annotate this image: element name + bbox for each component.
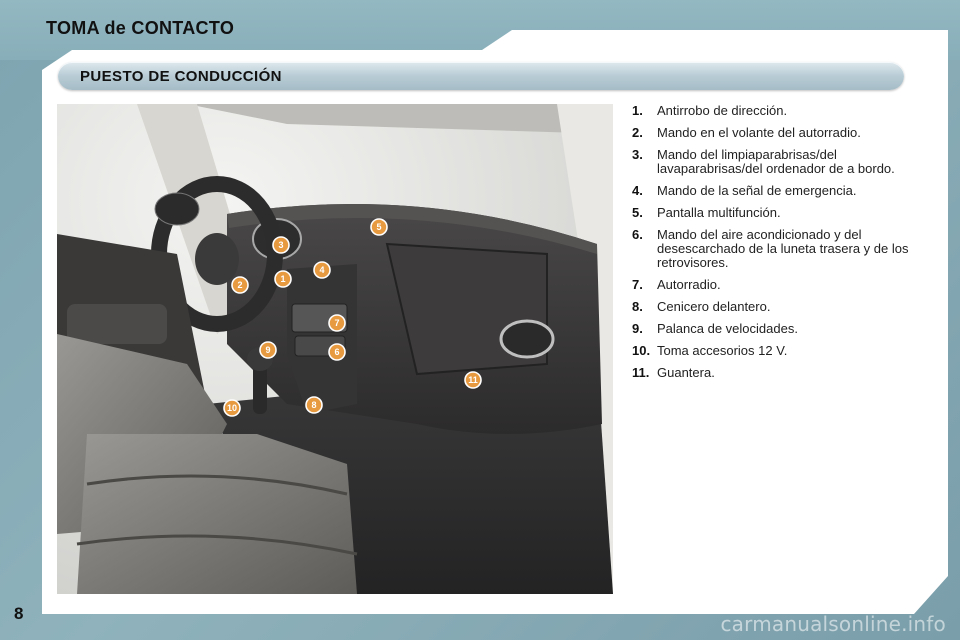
legend-item (632, 322, 912, 336)
legend-text: Mando en el volante del autorradio. (657, 125, 861, 140)
callout-1-label: 1 (280, 274, 286, 284)
callout-3 (273, 237, 289, 253)
callout-5 (371, 219, 387, 235)
legend-item (632, 184, 912, 198)
watermark: carmanualsonline.info (720, 612, 946, 636)
component-legend (632, 104, 912, 388)
steering-hub (195, 233, 239, 285)
callout-11-label: 11 (468, 375, 478, 385)
callout-7-label: 7 (334, 318, 340, 328)
callout-7 (329, 315, 345, 331)
legend-item (632, 104, 912, 118)
callout-1 (275, 271, 291, 287)
legend-number: 6. (632, 227, 643, 242)
legend-number: 9. (632, 321, 643, 336)
dashboard-photo (57, 104, 613, 594)
legend-item (632, 278, 912, 292)
dashboard-illustration (57, 104, 613, 594)
legend-text: Antirrobo de dirección. (657, 103, 788, 118)
callout-10-label: 10 (226, 403, 238, 413)
legend-text: Toma accesorios 12 V. (657, 343, 788, 358)
legend-text: Mando del aire acondicionado y del desescarchado de la luneta trasera y de los retrovisores. (657, 227, 909, 270)
legend-text: Autorradio. (657, 277, 721, 292)
callout-6 (329, 344, 345, 360)
chapter-title: TOMA de CONTACTO (46, 18, 235, 38)
page-number: 8 (14, 604, 24, 623)
door-armrest (67, 304, 167, 344)
legend-text: Cenicero delantero. (657, 299, 771, 314)
side-mirror (155, 193, 199, 225)
callout-8-label: 8 (311, 400, 317, 410)
legend-item (632, 206, 912, 220)
legend-number: 2. (632, 125, 643, 140)
legend-number: 7. (632, 277, 643, 292)
legend-number: 1. (632, 103, 643, 118)
callout-4-label: 4 (319, 265, 325, 275)
section-title: PUESTO DE CONDUCCIÓN (80, 68, 282, 85)
legend-item (632, 344, 912, 358)
legend-text: Mando del limpiaparabrisas/del lavaparabrisas/del ordenador de a bordo. (657, 147, 895, 176)
legend-number: 4. (632, 183, 643, 198)
legend-item (632, 126, 912, 140)
callout-3-label: 3 (278, 240, 284, 250)
legend-item (632, 148, 912, 176)
legend-text: Palanca de velocidades. (657, 321, 798, 336)
legend-item (632, 300, 912, 314)
legend-number: 5. (632, 205, 643, 220)
callout-5-label: 5 (376, 222, 382, 232)
legend-text: Guantera. (657, 365, 715, 380)
passenger-seat (77, 434, 357, 594)
callout-6-label: 6 (334, 347, 340, 357)
side-vent (501, 321, 553, 357)
callout-11 (465, 372, 481, 388)
legend-item (632, 228, 912, 270)
callout-8 (306, 397, 322, 413)
legend-text: Pantalla multifunción. (657, 205, 781, 220)
legend-number: 11. (632, 365, 650, 380)
legend-number: 3. (632, 147, 643, 162)
callout-2-label: 2 (237, 280, 243, 290)
callout-2 (232, 277, 248, 293)
callout-9 (260, 342, 276, 358)
callout-10 (224, 400, 240, 416)
legend-number: 8. (632, 299, 643, 314)
legend-text: Mando de la señal de emergencia. (657, 183, 857, 198)
callout-4 (314, 262, 330, 278)
legend-item (632, 366, 912, 380)
callout-9-label: 9 (265, 345, 271, 355)
legend-number: 10. (632, 343, 651, 358)
